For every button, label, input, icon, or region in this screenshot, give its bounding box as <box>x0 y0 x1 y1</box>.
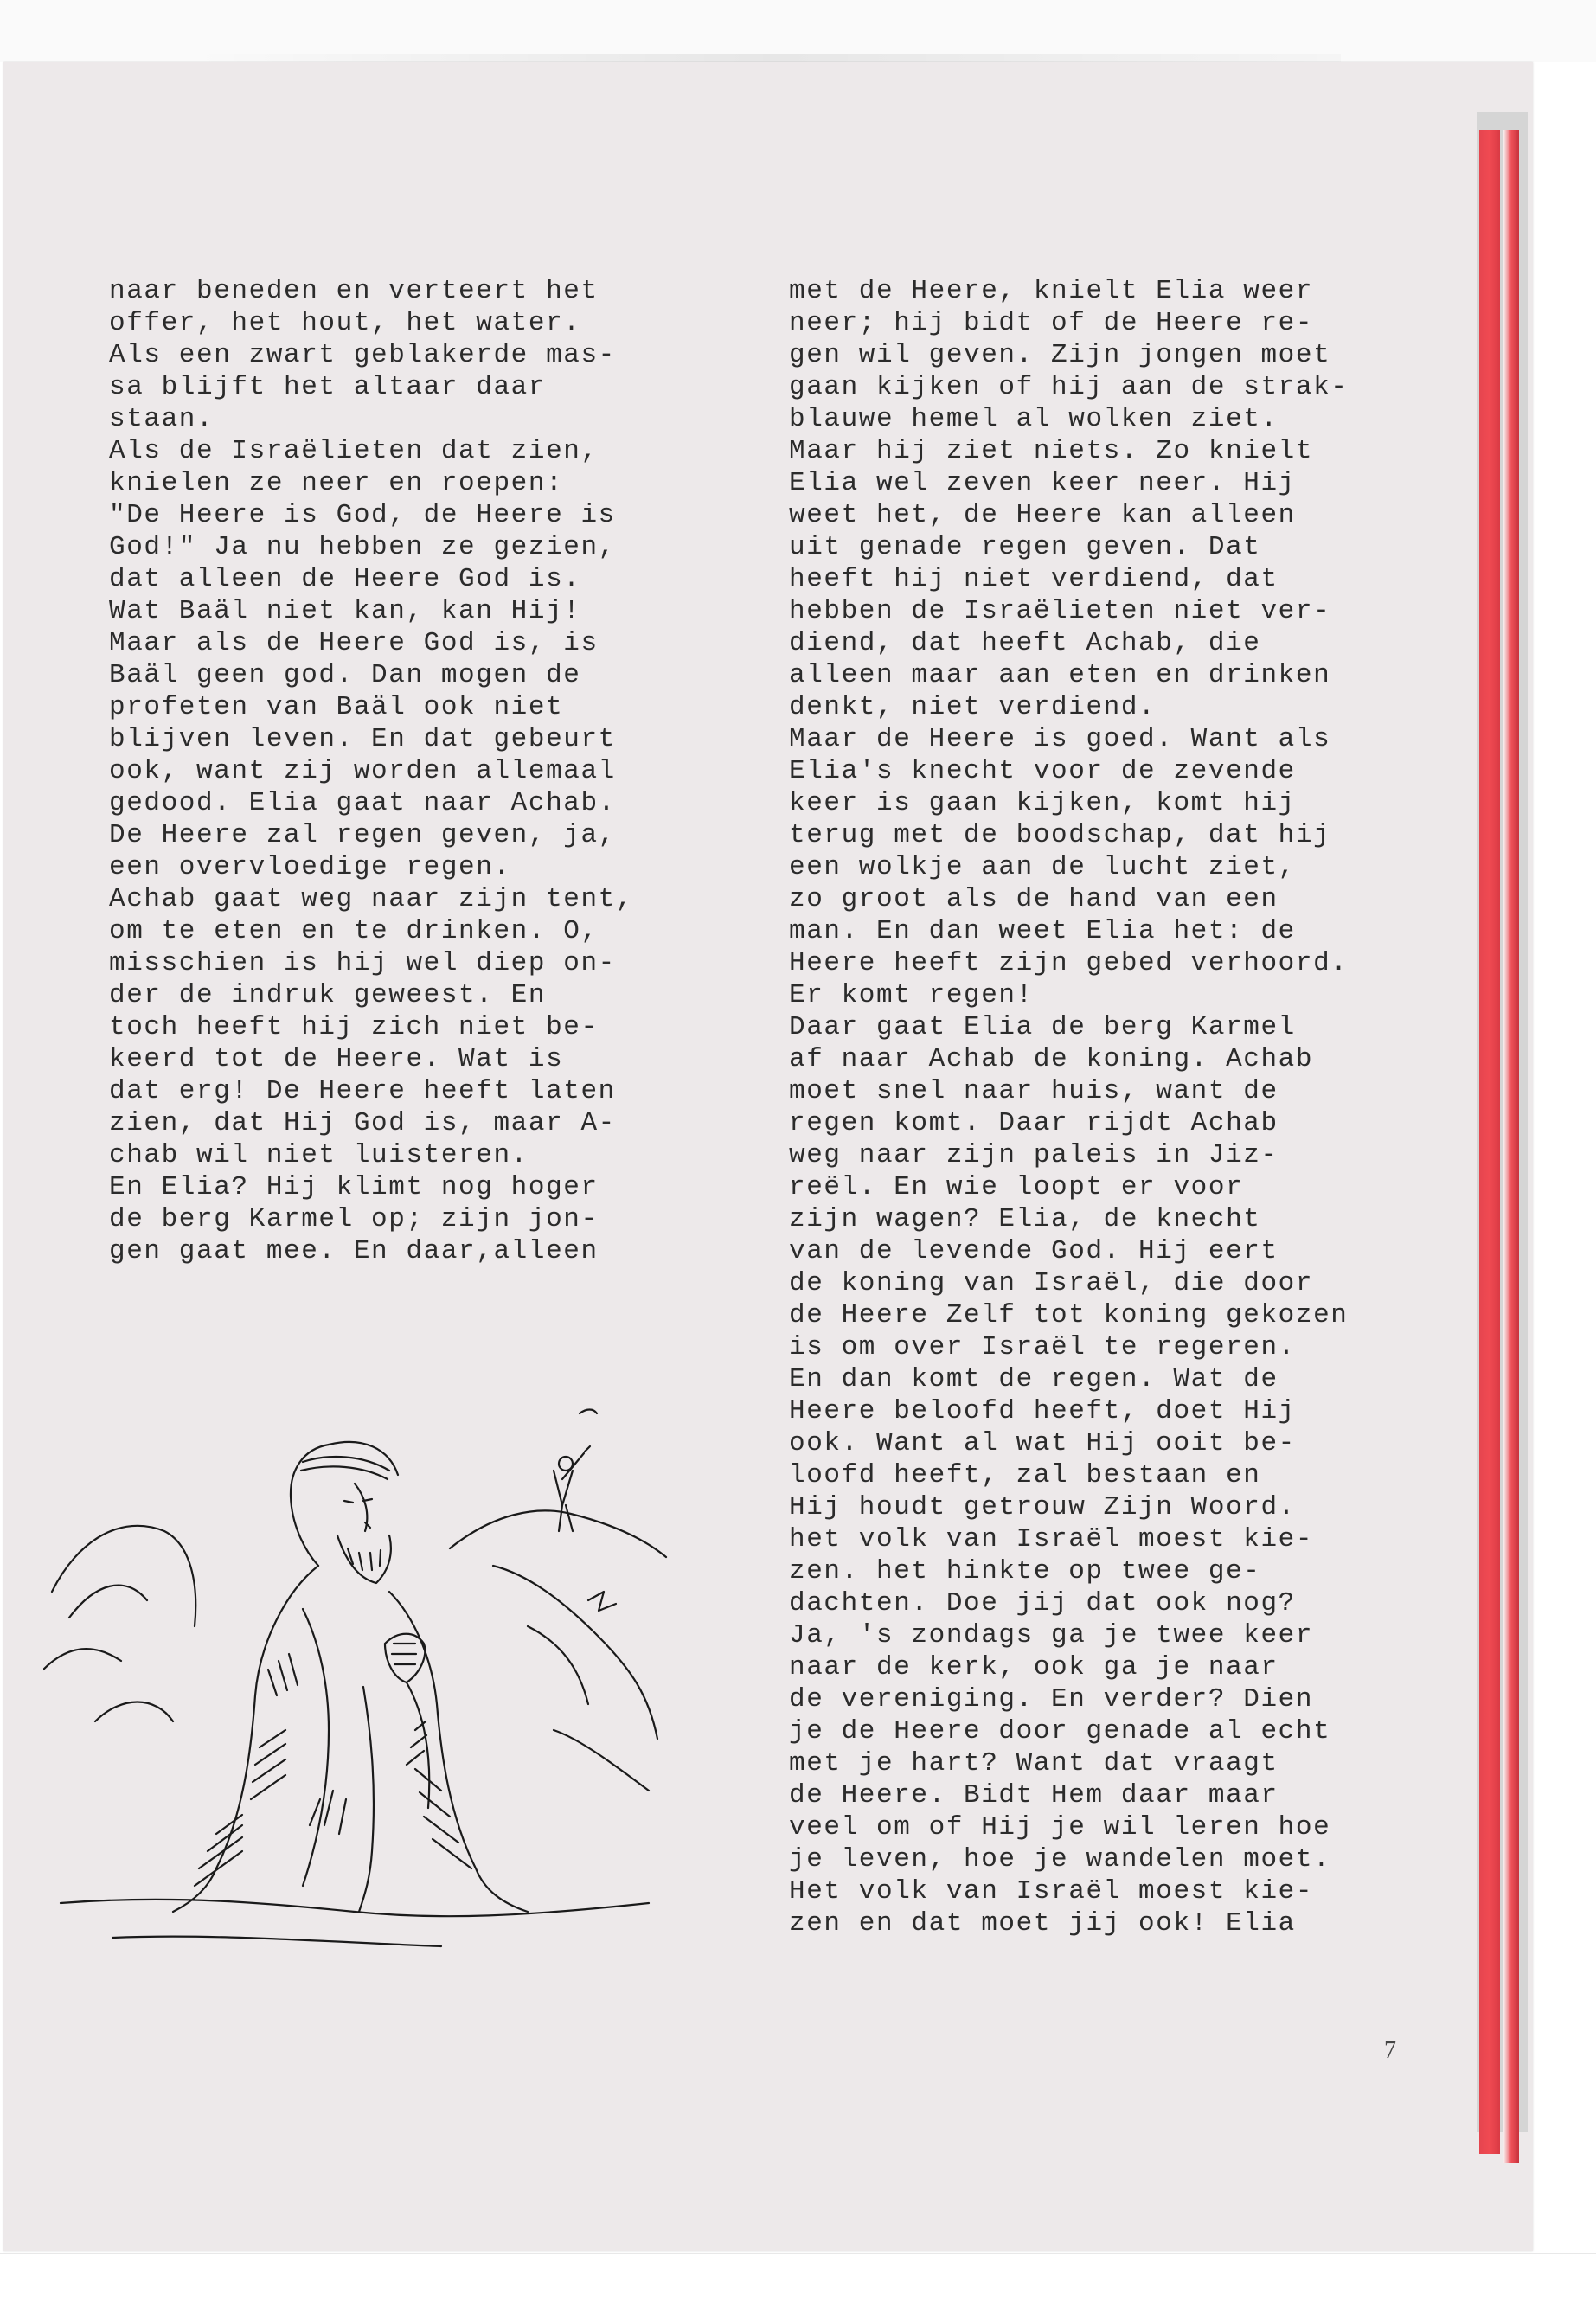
text-line: gaan kijken of hij aan de strak- <box>789 372 1349 402</box>
text-line: dat erg! De Heere heeft laten <box>109 1076 616 1106</box>
text-line: loofd heeft, zal bestaan en <box>789 1460 1261 1490</box>
text-column-right <box>789 275 1349 1939</box>
book-spine-red <box>1479 130 1500 2154</box>
text-line: misschien is hij wel diep on- <box>109 948 616 978</box>
text-line: een overvloedige regen. <box>109 852 511 882</box>
text-line: sa blijft het altaar daar <box>109 372 547 402</box>
text-line: de Heere Zelf tot koning gekozen <box>789 1300 1349 1330</box>
text-line: Heere heeft zijn gebed verhoord. <box>789 948 1349 978</box>
text-line: regen komt. Daar rijdt Achab <box>789 1108 1279 1138</box>
text-line: der de indruk geweest. En <box>109 980 547 1010</box>
text-line: Als een zwart geblakerde mas- <box>109 340 616 370</box>
text-line: van de levende God. Hij eert <box>789 1236 1279 1266</box>
text-line: met de Heere, knielt Elia weer <box>789 276 1314 306</box>
text-line: dachten. Doe jij dat ook nog? <box>789 1588 1296 1618</box>
text-line: veel om of Hij je wil leren hoe <box>789 1812 1331 1843</box>
text-line: naar de kerk, ook ga je naar <box>789 1652 1279 1682</box>
text-line: de koning van Israël, die door <box>789 1268 1314 1298</box>
text-line: de berg Karmel op; zijn jon- <box>109 1204 599 1234</box>
text-line: God!" Ja nu hebben ze gezien, <box>109 532 616 562</box>
text-line: Maar als de Heere God is, is <box>109 628 599 658</box>
text-line: Daar gaat Elia de berg Karmel <box>789 1012 1296 1042</box>
text-line: En dan komt de regen. Wat de <box>789 1364 1279 1394</box>
page-shadow <box>190 54 1341 62</box>
text-line: met je hart? Want dat vraagt <box>789 1748 1279 1779</box>
text-line: Maar hij ziet niets. Zo knielt <box>789 436 1314 466</box>
text-line: Baäl geen god. Dan mogen de <box>109 660 581 690</box>
text-line: De Heere zal regen geven, ja, <box>109 820 616 850</box>
text-line: "De Heere is God, de Heere is <box>109 500 616 530</box>
text-column-left <box>109 275 633 1267</box>
book-spine-red-edge <box>1503 130 1519 2163</box>
text-line: Het volk van Israël moest kie- <box>789 1876 1314 1907</box>
text-line: dat alleen de Heere God is. <box>109 564 581 594</box>
text-line: En Elia? Hij klimt nog hoger <box>109 1172 599 1202</box>
text-line: diend, dat heeft Achab, die <box>789 628 1261 658</box>
text-line: Elia wel zeven keer neer. Hij <box>789 468 1296 498</box>
text-line: zen en dat moet jij ook! Elia <box>789 1908 1296 1939</box>
text-line: man. En dan weet Elia het: de <box>789 916 1296 946</box>
text-line: gen wil geven. Zijn jongen moet <box>789 340 1331 370</box>
text-line: Wat Baäl niet kan, kan Hij! <box>109 596 581 626</box>
text-line: ook, want zij worden allemaal <box>109 756 616 786</box>
text-line: zo groot als de hand van een <box>789 884 1279 914</box>
text-line: toch heeft hij zich niet be- <box>109 1012 599 1042</box>
text-line: alleen maar aan eten en drinken <box>789 660 1331 690</box>
text-line: heeft hij niet verdiend, dat <box>789 564 1279 594</box>
text-line: profeten van Baäl ook niet <box>109 692 564 722</box>
text-line: gedood. Elia gaat naar Achab. <box>109 788 616 818</box>
text-line: is om over Israël te regeren. <box>789 1332 1296 1362</box>
text-line: staan. <box>109 404 215 434</box>
text-line: Maar de Heere is goed. Want als <box>789 724 1331 754</box>
text-line: terug met de boodschap, dat hij <box>789 820 1331 850</box>
text-line: uit genade regen geven. Dat <box>789 532 1261 562</box>
text-line: zen. het hinkte op twee ge- <box>789 1556 1261 1586</box>
text-line: gen gaat mee. En daar,alleen <box>109 1236 599 1266</box>
text-line: zijn wagen? Elia, de knecht <box>789 1204 1261 1234</box>
text-line: weg naar zijn paleis in Jiz- <box>789 1140 1279 1170</box>
text-line: keer is gaan kijken, komt hij <box>789 788 1296 818</box>
text-line: hebben de Israëlieten niet ver- <box>789 596 1331 626</box>
text-line: een wolkje aan de lucht ziet, <box>789 852 1296 882</box>
text-line: Als de Israëlieten dat zien, <box>109 436 599 466</box>
text-line: chab wil niet luisteren. <box>109 1140 529 1170</box>
text-line: denkt, niet verdiend. <box>789 692 1157 722</box>
text-line: Achab gaat weg naar zijn tent, <box>109 884 634 914</box>
text-line: weet het, de Heere kan alleen <box>789 500 1296 530</box>
text-line: je leven, hoe je wandelen moet. <box>789 1844 1331 1875</box>
text-line: Heere beloofd heeft, doet Hij <box>789 1396 1296 1426</box>
text-line: je de Heere door genade al echt <box>789 1716 1331 1747</box>
scan-bottom-edge <box>0 2253 1596 2254</box>
text-line: Elia's knecht voor de zevende <box>789 756 1296 786</box>
text-line: de Heere. Bidt Hem daar maar <box>789 1780 1279 1811</box>
text-line: de vereniging. En verder? Dien <box>789 1684 1314 1715</box>
text-line: Er komt regen! <box>789 980 1034 1010</box>
text-line: reël. En wie loopt er voor <box>789 1172 1244 1202</box>
text-line: het volk van Israël moest kie- <box>789 1524 1314 1554</box>
text-line: neer; hij bidt of de Heere re- <box>789 308 1314 338</box>
text-line: keerd tot de Heere. Wat is <box>109 1044 564 1074</box>
text-line: af naar Achab de koning. Achab <box>789 1044 1314 1074</box>
text-line: zien, dat Hij God is, maar A- <box>109 1108 616 1138</box>
text-line: ook. Want al wat Hij ooit be- <box>789 1428 1296 1458</box>
text-line: blijven leven. En dat gebeurt <box>109 724 616 754</box>
praying-man-drawing-icon <box>43 1384 701 2007</box>
text-line: moet snel naar huis, want de <box>789 1076 1279 1106</box>
text-line: Hij houdt getrouw Zijn Woord. <box>789 1492 1296 1522</box>
text-line: naar beneden en verteert het <box>109 276 599 306</box>
text-line: knielen ze neer en roepen: <box>109 468 564 498</box>
text-line: offer, het hout, het water. <box>109 308 581 338</box>
text-line: blauwe hemel al wolken ziet. <box>789 404 1279 434</box>
text-line: Ja, 's zondags ga je twee keer <box>789 1620 1314 1650</box>
page-number: 7 <box>1384 2037 1396 2064</box>
text-line: om te eten en te drinken. O, <box>109 916 599 946</box>
